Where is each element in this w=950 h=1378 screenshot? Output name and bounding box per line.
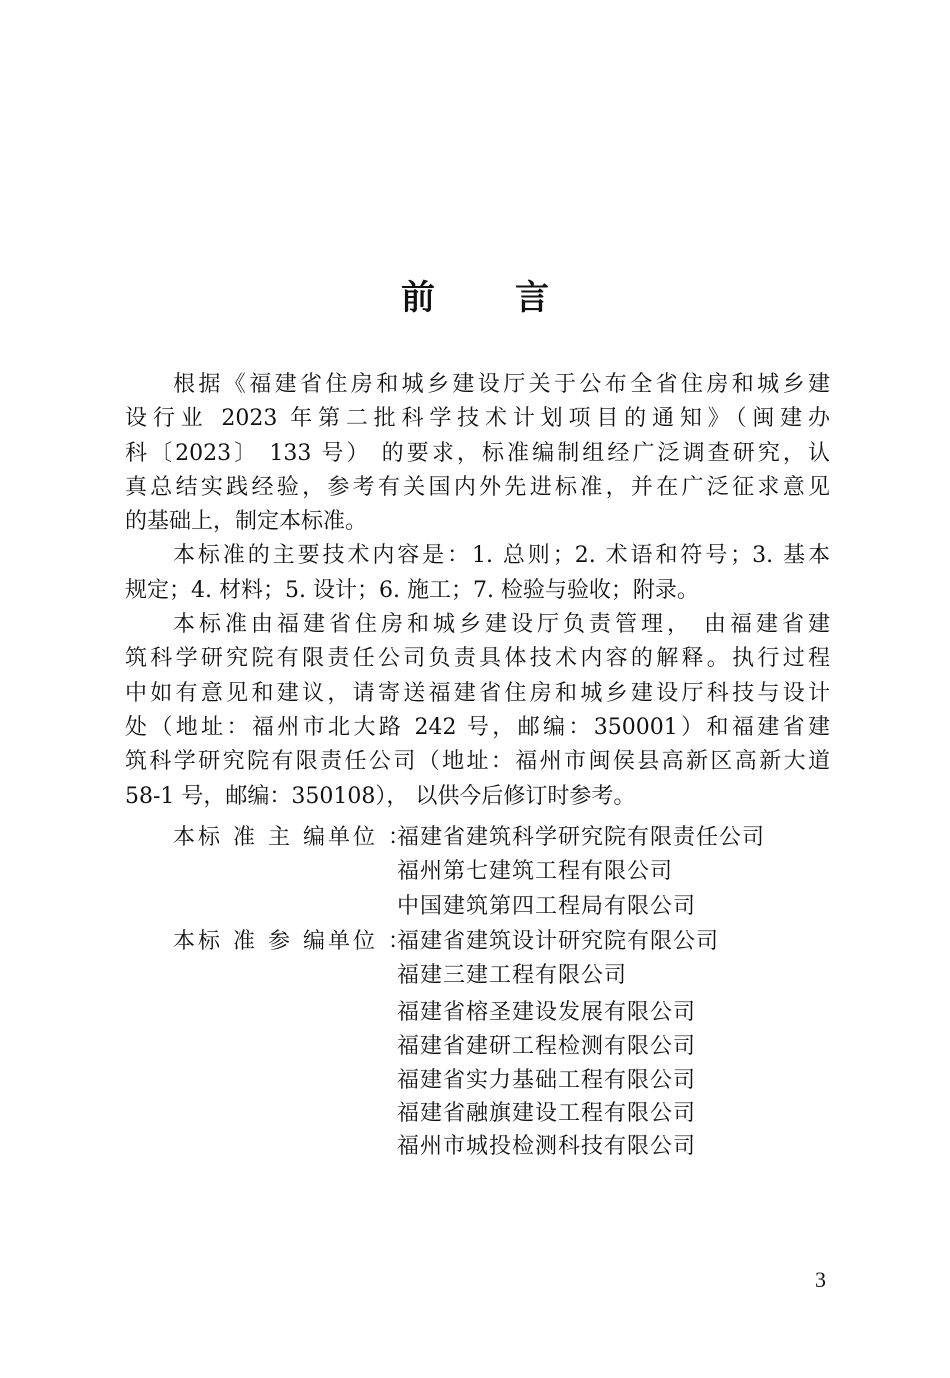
title-char-1: 前 — [401, 278, 435, 318]
preface-body — [125, 368, 830, 814]
participating-unit-name: 福建省实力基础工程有限公司 — [397, 1068, 697, 1093]
participating-units-label: 本标 准 参 编单位 ： — [173, 929, 413, 954]
participating-unit-name: 福建三建工程有限公司 — [397, 963, 628, 988]
paragraph-1-line-5: 的基础上，制定本标准。 — [125, 509, 368, 535]
paragraph-3-line-3: 中如有意见和建议，请寄送福建省住房和城乡建设厅科技与设计 — [125, 680, 830, 706]
paragraph-2-line-1: 本标准的主要技术内容是：1. 总则；2. 术语和符号；3. 基本 — [173, 543, 830, 569]
paragraph-3-line-5: 筑科学研究院有限责任公司（地址：福州市闽侯县高新区高新大道 — [125, 749, 830, 775]
participating-unit-name: 福建省建筑设计研究院有限公司 — [397, 929, 720, 954]
paragraph-1-line-1: 根据《福建省住房和城乡建设厅关于公布全省住房和城乡建 — [173, 372, 830, 397]
chief-units-label: 本标 准 主 编单位 ： — [173, 825, 413, 850]
participating-unit-name: 福州市城投检测科技有限公司 — [397, 1134, 697, 1159]
paragraph-3-line-4: 处（地址：福州市北大路 242 号，邮编：350001）和福建省建 — [125, 714, 830, 740]
paragraph-2-line-2: 规定；4. 材料；5. 设计；6. 施工；7. 检验与验收；附录。 — [125, 577, 699, 603]
paragraph-3-line-6: 58-1 号，邮编：350108）， 以供今后修订时参考。 — [125, 783, 636, 809]
paragraph-1-line-2: 设行业 2023 年第二批科学技术计划项目的通知》（闽建办 — [125, 406, 830, 432]
chief-unit-name: 福州第七建筑工程有限公司 — [397, 859, 674, 884]
participating-unit-name: 福建省融旗建设工程有限公司 — [397, 1101, 697, 1126]
paragraph-1-line-3: 科〔2023〕 133 号） 的要求，标准编制组经广泛调查研究，认 — [125, 440, 830, 466]
participating-unit-name: 福建省建研工程检测有限公司 — [397, 1034, 697, 1059]
chief-unit-name: 中国建筑第四工程局有限公司 — [397, 894, 697, 919]
paragraph-3-line-1: 本标准由福建省住房和城乡建设厅负责管理， 由福建省建 — [173, 612, 830, 638]
participating-unit-name: 福建省榕圣建设发展有限公司 — [397, 1000, 697, 1025]
chief-unit-name: 福建省建筑科学研究院有限责任公司 — [397, 825, 766, 850]
paragraph-3-line-2: 筑科学研究院有限责任公司负责具体技术内容的解释。执行过程 — [125, 646, 830, 672]
title-char-2: 言 — [515, 278, 549, 318]
page-number: 3 — [815, 1267, 826, 1292]
page-title — [0, 270, 950, 319]
paragraph-1-line-4: 真总结实践经验，参考有关国内外先进标准，并在广泛征求意见 — [125, 474, 830, 500]
